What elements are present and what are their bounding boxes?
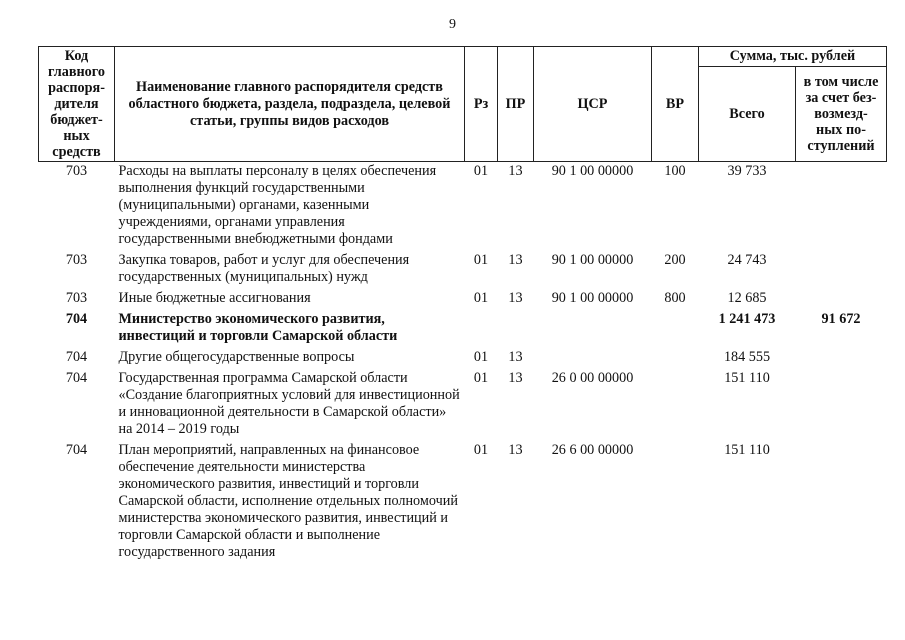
row-rz [465,310,498,348]
table-row [39,289,887,310]
header-rz: Рз [465,47,498,162]
row-total: 39 733 [727,163,767,179]
row-grant [796,251,887,289]
row-csr [534,348,652,369]
header-code: Код главного распоря- дителя бюджет- ных средств [39,47,115,162]
row-rz: 01 [473,349,489,365]
row-rz: 01 [473,252,489,268]
row-code: 704 [65,370,88,386]
table-row [39,348,887,369]
row-total: 151 110 [724,442,770,458]
row-pr: 13 [508,252,523,268]
row-code: 704 [65,442,88,458]
header-vr: ВР [652,47,699,162]
row-vr: 100 [664,163,686,179]
row-csr: 90 1 00 00000 [551,252,634,268]
row-pr: 13 [508,349,523,365]
row-pr [498,310,534,348]
row-total: 1 241 473 [718,311,776,327]
row-code: 703 [65,252,88,268]
row-csr: 26 0 00 00000 [551,370,634,386]
row-name: Другие общегосударственные вопросы [118,349,355,365]
row-csr [534,310,652,348]
row-name: Закупка товаров, работ и услуг для обеспечения государственных (муниципальных) нужд [118,252,410,285]
row-rz: 01 [473,163,489,179]
table-row [39,162,887,252]
table-row [39,251,887,289]
row-csr: 90 1 00 00000 [551,290,634,306]
row-code: 704 [65,349,88,365]
row-total: 12 685 [727,290,767,306]
row-name: План мероприятий, направленных на финансовое обеспечение деятельности министерства экономического развития, инвестиций и торговли Самарской области, исполнение отдельных полномочий министерства экономического развития, инвестиций и торговли Самарской области и выполнение государственного задания [118,442,458,560]
table-row [39,441,887,564]
row-name: Министерство экономического развития, инвестиций и торговли Самарской области [118,311,398,344]
header-csr: ЦСР [534,47,652,162]
row-total: 184 555 [723,349,771,365]
row-pr: 13 [508,163,523,179]
row-code: 704 [65,311,88,327]
row-rz: 01 [473,370,489,386]
row-vr [652,310,699,348]
table-row [39,310,887,348]
row-grant [796,369,887,441]
row-csr: 26 6 00 00000 [551,442,634,458]
row-grant [796,348,887,369]
row-total: 151 110 [724,370,770,386]
row-grant [796,162,887,252]
row-csr: 90 1 00 00000 [551,163,634,179]
row-vr [652,441,699,564]
page-number: 9 [449,17,456,32]
header-sum-group: Сумма, тыс. рублей [699,47,887,67]
row-name: Государственная программа Самарской области «Создание благоприятных условий для инвестиционной и инновационной деятельности в Самарской области» на 2014 – 2019 годы [118,370,460,437]
row-rz: 01 [473,442,489,458]
header-grant: в том числе за счет без- возмезд- ных по- ступлений [796,67,887,162]
row-vr [652,369,699,441]
row-pr: 13 [508,370,523,386]
row-pr: 13 [508,442,523,458]
row-name: Иные бюджетные ассигнования [118,290,311,306]
row-name: Расходы на выплаты персоналу в целях обеспечения выполнения функций государственными (муниципальными) органами, казенными учреждениями, органами управления государственными внебюджетными фондами [118,163,437,247]
budget-table [38,46,887,564]
row-vr [652,348,699,369]
row-grant [796,441,887,564]
row-vr: 800 [664,290,686,306]
row-rz: 01 [473,290,489,306]
row-grant: 91 672 [821,311,861,327]
row-grant [796,289,887,310]
table-row [39,369,887,441]
header-name: Наименование главного распорядителя средств областного бюджета, раздела, подраздела, целевой статьи, группы видов расходов [115,47,465,162]
header-row-1 [39,47,887,67]
row-code: 703 [65,163,88,179]
row-code: 703 [65,290,88,306]
row-pr: 13 [508,290,523,306]
row-total: 24 743 [727,252,767,268]
header-total: Всего [699,67,796,162]
header-pr: ПР [498,47,534,162]
row-vr: 200 [664,252,686,268]
